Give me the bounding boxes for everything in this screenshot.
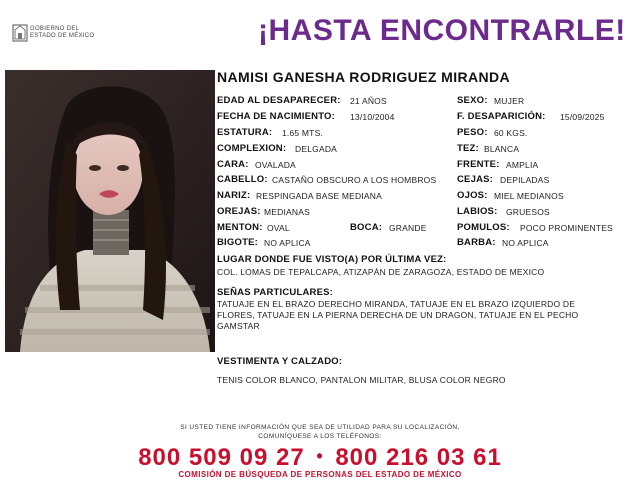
estatura-value: 1.65 MTS. (282, 128, 324, 138)
logo-line-1: GOBIERNO DEL (30, 26, 80, 32)
barba-label: BARBA: (457, 237, 496, 248)
peso-label: PESO: (457, 127, 488, 138)
lugar-label: LUGAR DONDE FUE VISTO(A) POR ÚLTIMA VEZ: (217, 254, 447, 265)
labios-label: LABIOS: (457, 206, 498, 217)
bigote-label: BIGOTE: (217, 237, 258, 248)
bigote-value: NO APLICA (264, 238, 311, 248)
edad-value: 21 AÑOS (350, 96, 387, 106)
tez-value: BLANCA (484, 144, 520, 154)
frente-label: FRENTE: (457, 159, 500, 170)
contact-note-line-2: COMUNÍQUESE A LOS TELÉFONOS: (258, 433, 382, 440)
page-title: ¡HASTA ENCONTRARLE! (258, 14, 626, 47)
pomulos-value: POCO PROMINENTES (520, 223, 613, 233)
person-name: NAMISI GANESHA RODRIGUEZ MIRANDA (217, 69, 511, 85)
orejas-value: MEDIANAS (264, 207, 310, 217)
photo-illustration (5, 70, 215, 352)
senas-label: SEÑAS PARTICULARES: (217, 287, 334, 298)
fdesap-label: F. DESAPARICIÓN: (457, 111, 546, 122)
orejas-label: OREJAS: (217, 206, 261, 217)
complexion-value: DELGADA (295, 144, 338, 154)
tez-label: TEZ: (457, 143, 479, 154)
phone-numbers (0, 444, 640, 472)
person-photo (5, 70, 215, 352)
cara-label: CARA: (217, 159, 249, 170)
pomulos-label: POMULOS: (457, 222, 510, 233)
estatura-label: ESTATURA: (217, 127, 273, 138)
edad-label: EDAD AL DESAPARECER: (217, 95, 341, 106)
nacimiento-value: 13/10/2004 (350, 112, 395, 122)
phone-2: 800 216 03 61 (335, 444, 502, 471)
sexo-label: SEXO: (457, 95, 488, 106)
menton-label: MENTON: (217, 222, 263, 233)
fdesap-value: 15/09/2025 (560, 112, 605, 122)
cara-value: OVALADA (255, 160, 296, 170)
nariz-value: RESPINGADA BASE MEDIANA (256, 191, 382, 201)
barba-value: NO APLICA (502, 238, 549, 248)
nariz-label: NARIZ: (217, 190, 251, 201)
cejas-value: DEPILADAS (500, 175, 550, 185)
menton-value: OVAL (267, 223, 290, 233)
contact-note-line-1: SI USTED TIENE INFORMACIÓN QUE SEA DE UTILIDAD PARA SU LOCALIZACIÓN, (180, 424, 460, 431)
lugar-value: COL. LOMAS DE TEPALCAPA, ATIZAPÁN DE ZARAGOZA, ESTADO DE MEXICO (217, 267, 545, 277)
labios-value: GRUESOS (506, 207, 550, 217)
logo-line-2: ESTADO DE MÉXICO (30, 33, 95, 39)
boca-value: GRANDE (389, 223, 427, 233)
senas-value: TATUAJE EN EL BRAZO DERECHO MIRANDA, TATUAJE EN EL BRAZO IZQUIERDO DE FLORES, TATUAJE EN LA PIERNA DERECHA DE UN DRAGON, TATUAJE EN EL PECHO GAMSTAR (217, 299, 579, 331)
phone-1: 800 509 09 27 (138, 444, 305, 471)
cejas-label: CEJAS: (457, 174, 494, 185)
ojos-value: MIEL MEDIANOS (494, 191, 564, 201)
cabello-label: CABELLO: (217, 174, 268, 185)
logo-text (30, 26, 94, 40)
frente-value: AMPLIA (506, 160, 539, 170)
nacimiento-label: FECHA DE NACIMIENTO: (217, 111, 335, 122)
phone-separator: • (316, 446, 324, 466)
peso-value: 60 KGS. (494, 128, 528, 138)
complexion-label: COMPLEXION: (217, 143, 287, 154)
boca-label: BOCA: (350, 222, 383, 233)
cabello-value: CASTAÑO OBSCURO A LOS HOMBROS (272, 175, 437, 185)
vestimenta-value: TENIS COLOR BLANCO, PANTALON MILITAR, BLUSA COLOR NEGRO (217, 375, 506, 385)
ojos-label: OJOS: (457, 190, 488, 201)
vestimenta-label: VESTIMENTA Y CALZADO: (217, 356, 343, 367)
commission-name: COMISIÓN DE BÚSQUEDA DE PERSONAS DEL ESTADO DE MÉXICO (178, 470, 462, 479)
sexo-value: MUJER (494, 96, 525, 106)
